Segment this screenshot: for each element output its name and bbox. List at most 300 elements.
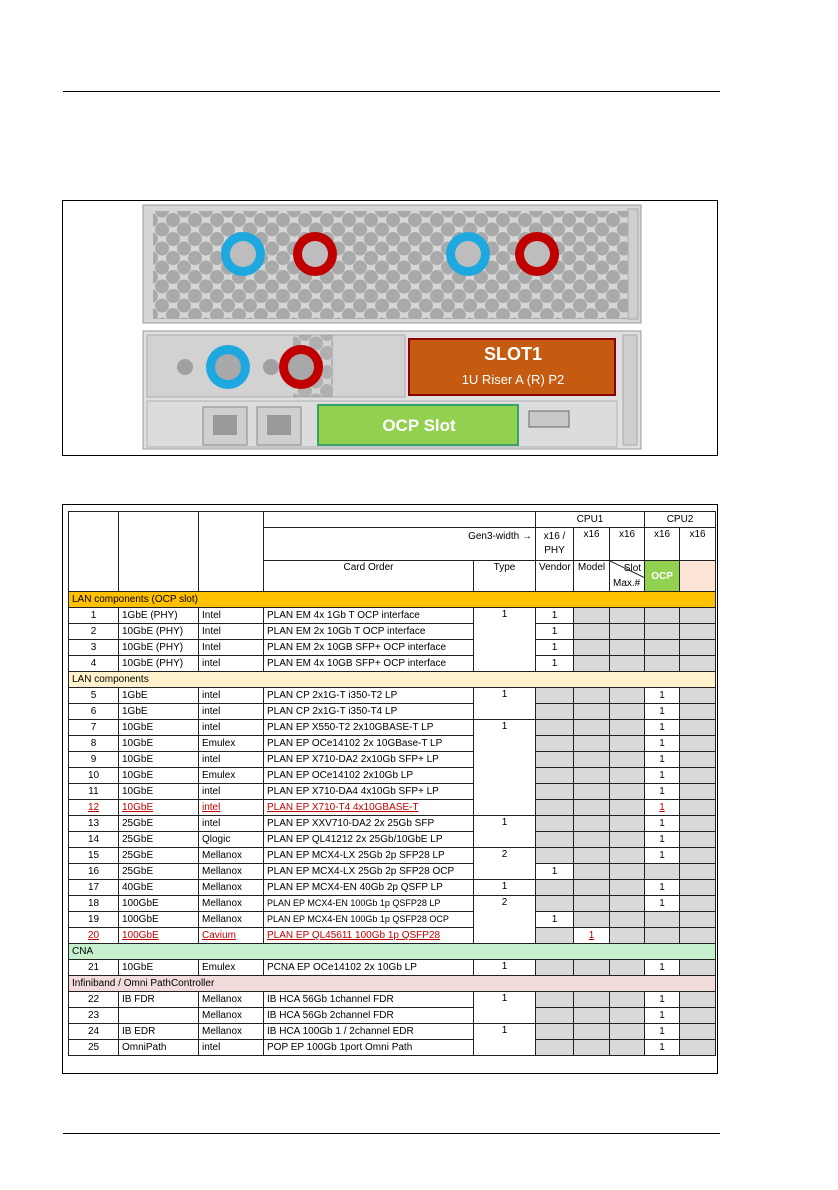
table-row xyxy=(69,848,716,864)
type-cell-text: 40GbE xyxy=(122,882,154,893)
type-cell xyxy=(119,912,199,928)
model-cell xyxy=(264,736,474,752)
type-cell xyxy=(119,736,199,752)
card-order-cell xyxy=(69,816,119,832)
riser-figure xyxy=(62,200,718,456)
slot1-cell-text: 1 xyxy=(659,850,665,861)
model-cell-text: IB HCA 100Gb 1 / 2channel EDR xyxy=(267,1026,414,1037)
card-order-cell-text: 1 xyxy=(90,610,97,621)
model-cell xyxy=(264,752,474,768)
card-order-cell xyxy=(69,880,119,896)
model-cell-text: PCNA EP OCe14102 2x 10Gb LP xyxy=(267,962,417,973)
vendor-cell-text: Mellanox xyxy=(202,1026,243,1037)
max-cell-text: 1 xyxy=(501,721,508,732)
vendor-cell-text: intel xyxy=(202,802,221,813)
table-row xyxy=(69,816,716,832)
vendor-cell xyxy=(199,784,264,800)
ocp-slot-cell xyxy=(536,992,574,1008)
slot1-subtitle: 1U Riser A (R) P2 xyxy=(461,372,565,387)
section-lan: LAN components xyxy=(69,672,716,688)
type-cell-text: 100GbE xyxy=(122,930,159,941)
cpu1-x16-cell xyxy=(610,832,645,848)
model-cell xyxy=(264,656,474,672)
ocp-slot-cell xyxy=(536,848,574,864)
cpu1-x16-cell xyxy=(610,816,645,832)
rows-ib xyxy=(69,992,716,1056)
cpu1-x16-cell xyxy=(574,736,610,752)
vendor-cell-text: Cavium xyxy=(202,930,236,941)
type-cell-text: 10GbE xyxy=(122,786,154,797)
card-order-cell xyxy=(69,1040,119,1056)
table-row xyxy=(69,832,716,848)
slot1-cell xyxy=(645,960,680,976)
type-cell xyxy=(119,864,199,880)
vendor-cell xyxy=(199,1040,264,1056)
vendor-cell xyxy=(199,736,264,752)
cpu2-x16-cell xyxy=(680,992,716,1008)
slot1-cell-text: 1 xyxy=(659,706,665,717)
ocp-slot-cell xyxy=(536,1040,574,1056)
cpu1-x16-cell xyxy=(610,928,645,944)
slot-label: Slot xyxy=(623,563,642,574)
type-cell xyxy=(119,720,199,736)
model-cell-text: PLAN EM 4x 10GB SFP+ OCP interface xyxy=(267,658,447,669)
slot1-cell-text: 1 xyxy=(659,1010,665,1021)
model-cell-text: PLAN EP MCX4-LX 25Gb 2p SFP28 LP xyxy=(267,850,445,861)
type-cell xyxy=(119,784,199,800)
max-cell-text: 1 xyxy=(501,961,508,972)
model-cell-text: PLAN EP XXV710-DA2 2x 25Gb SFP xyxy=(267,818,435,829)
width-x16: x16 xyxy=(610,528,645,561)
type-cell xyxy=(119,992,199,1008)
model-cell xyxy=(264,800,474,816)
cpu2-x16-cell xyxy=(680,1040,716,1056)
cpu2-x16-cell xyxy=(680,832,716,848)
cpu2-header: CPU2 xyxy=(645,512,716,528)
card-order-cell-text: 24 xyxy=(87,1026,100,1037)
model-cell xyxy=(264,864,474,880)
type-cell xyxy=(119,928,199,944)
vendor-cell xyxy=(199,1024,264,1040)
model-cell-text: PLAN EP QL45611 100Gb 1p QSFP28 xyxy=(267,930,441,941)
table-row xyxy=(69,880,716,896)
cpu1-x16-cell xyxy=(574,624,610,640)
slot1-title: SLOT1 xyxy=(483,344,542,364)
model-cell-text: PLAN EM 4x 1Gb T OCP interface xyxy=(267,610,420,621)
model-cell-text: PLAN EM 2x 10GB SFP+ OCP interface xyxy=(267,642,447,653)
type-header: Type xyxy=(474,561,536,592)
vendor-cell-text: Mellanox xyxy=(202,882,243,893)
slot1-cell xyxy=(645,720,680,736)
model-cell-text: PLAN EM 2x 10Gb T OCP interface xyxy=(267,626,426,637)
blue-screw-marker xyxy=(206,345,250,389)
ocp-slot-cell xyxy=(536,1008,574,1024)
max-cell xyxy=(474,896,536,944)
type-cell xyxy=(119,624,199,640)
cpu1-x16-cell xyxy=(574,848,610,864)
vendor-cell xyxy=(199,816,264,832)
model-cell xyxy=(264,768,474,784)
type-cell-text: 10GbE (PHY) xyxy=(122,626,184,637)
vendor-cell-text: Mellanox xyxy=(202,850,243,861)
slot1-cell-text: 1 xyxy=(659,962,665,973)
gen3-width-label: Gen3-width → xyxy=(264,528,536,561)
cpu2-x16-cell xyxy=(680,1008,716,1024)
table-row xyxy=(69,800,716,816)
width-x16: x16 xyxy=(680,528,716,561)
vendor-cell-text: intel xyxy=(202,1042,221,1053)
cpu1-x16-cell xyxy=(574,688,610,704)
card-order-cell-text: 16 xyxy=(87,866,100,877)
max-cell xyxy=(474,1024,536,1056)
cpu1-x16-cell xyxy=(610,688,645,704)
table-row xyxy=(69,896,716,912)
cpu2-x16-cell xyxy=(680,864,716,880)
cpu2-x16-cell xyxy=(680,784,716,800)
slot1-cell-text: 1 xyxy=(659,770,665,781)
vendor-cell-text: Mellanox xyxy=(202,914,243,925)
cpu1-x16-cell xyxy=(610,704,645,720)
vendor-cell-text: intel xyxy=(202,722,221,733)
cpu2-x16-cell xyxy=(680,848,716,864)
card-order-cell xyxy=(69,800,119,816)
table-row xyxy=(69,720,716,736)
table-row xyxy=(69,640,716,656)
card-config-table xyxy=(68,511,716,1056)
ocp-slot-cell-text: 1 xyxy=(551,914,558,925)
vendor-cell xyxy=(199,800,264,816)
vendor-cell-text: Mellanox xyxy=(202,994,243,1005)
cpu1-x16-cell xyxy=(610,992,645,1008)
cpu1-x16-cell xyxy=(610,1008,645,1024)
cpu1-x16-cell xyxy=(574,832,610,848)
cpu1-x16-cell xyxy=(610,896,645,912)
model-cell xyxy=(264,928,474,944)
cpu2-x16-cell xyxy=(680,800,716,816)
ocp-slot-cell xyxy=(536,864,574,880)
ocp-slot-cell-text: 1 xyxy=(551,642,558,653)
card-order-cell-text: 14 xyxy=(87,834,100,845)
max-cell-text: 1 xyxy=(501,993,508,1004)
type-cell xyxy=(119,768,199,784)
width-x16: x16 xyxy=(645,528,680,561)
table-row xyxy=(69,960,716,976)
model-cell xyxy=(264,608,474,624)
model-cell-text: PLAN EP MCX4-EN 40Gb 2p QSFP LP xyxy=(267,882,443,893)
vendor-cell-text: Mellanox xyxy=(202,898,243,909)
card-order-cell xyxy=(69,832,119,848)
cpu1-x16-cell xyxy=(574,640,610,656)
type-cell-text: 10GbE xyxy=(122,770,154,781)
vendor-cell xyxy=(199,848,264,864)
card-order-cell xyxy=(69,960,119,976)
slot1-cell xyxy=(645,800,680,816)
vendor-cell-text: Mellanox xyxy=(202,1010,243,1021)
type-cell-text: IB FDR xyxy=(122,994,155,1005)
ocp-slot-cell-text: 1 xyxy=(551,658,558,669)
card-order-cell xyxy=(69,720,119,736)
vendor-cell-text: Intel xyxy=(202,642,221,653)
vendor-cell-text: intel xyxy=(202,706,221,717)
vendor-cell xyxy=(199,608,264,624)
card-order-cell xyxy=(69,768,119,784)
type-cell xyxy=(119,752,199,768)
type-cell xyxy=(119,880,199,896)
ocp-slot-cell xyxy=(536,624,574,640)
table-row xyxy=(69,608,716,624)
cpu2-x16-cell xyxy=(680,752,716,768)
cpu1-x16-cell xyxy=(574,896,610,912)
type-cell-text: 1GbE xyxy=(122,690,148,701)
model-cell xyxy=(264,880,474,896)
vendor-cell-text: Qlogic xyxy=(202,834,231,845)
card-order-cell xyxy=(69,1008,119,1024)
card-order-cell-text: 17 xyxy=(87,882,100,893)
card-order-cell-text: 4 xyxy=(90,658,97,669)
type-cell xyxy=(119,960,199,976)
cpu1-x16-cell xyxy=(610,864,645,880)
card-order-cell-text: 11 xyxy=(88,786,99,797)
slot1-cell xyxy=(645,864,680,880)
max-cell-text: 2 xyxy=(501,849,508,860)
cpu2-x16-cell xyxy=(680,688,716,704)
blue-screw-marker xyxy=(446,232,490,276)
ocp-slot-cell xyxy=(536,608,574,624)
ocp-slot-cell xyxy=(536,816,574,832)
ocp-slot-cell xyxy=(536,656,574,672)
red-screw-marker xyxy=(293,232,337,276)
vendor-cell xyxy=(199,912,264,928)
card-order-cell-text: 7 xyxy=(90,722,97,733)
model-cell-text: PLAN EP X710-DA2 2x10Gb SFP+ LP xyxy=(267,754,439,765)
type-cell-text: 10GbE (PHY) xyxy=(122,658,184,669)
ocp-slot-cell xyxy=(536,720,574,736)
cpu1-x16-cell xyxy=(574,928,610,944)
type-cell-text: 25GbE xyxy=(122,818,154,829)
type-cell xyxy=(119,896,199,912)
card-order-cell xyxy=(69,736,119,752)
cpu1-x16-cell xyxy=(574,784,610,800)
slot1-cell xyxy=(645,1008,680,1024)
table-row xyxy=(69,784,716,800)
cpu1-x16-cell xyxy=(610,1040,645,1056)
width-ocp: x16 / PHY xyxy=(536,528,574,561)
type-cell-text: 100GbE xyxy=(122,914,159,925)
vendor-cell xyxy=(199,624,264,640)
card-order-cell xyxy=(69,640,119,656)
rows-lan-ocp xyxy=(69,608,716,672)
model-cell xyxy=(264,784,474,800)
slot1-cell xyxy=(645,912,680,928)
slot1-cell xyxy=(645,848,680,864)
type-cell-text: 1GbE xyxy=(122,706,148,717)
vendor-cell-text: Emulex xyxy=(202,962,236,973)
cpu1-x16-cell xyxy=(610,912,645,928)
vendor-cell xyxy=(199,832,264,848)
cpu1-x16-cell xyxy=(574,800,610,816)
cpu2-x16-cell xyxy=(680,608,716,624)
card-order-cell-text: 23 xyxy=(87,1010,100,1021)
ocp-slot-cell xyxy=(536,736,574,752)
slot1-cell-text: 1 xyxy=(659,1042,665,1053)
card-order-cell-text: 12 xyxy=(87,802,100,813)
vendor-cell-text: Emulex xyxy=(202,738,236,749)
table-row xyxy=(69,736,716,752)
max-cell xyxy=(474,608,536,672)
card-order-cell xyxy=(69,912,119,928)
card-config-table-box xyxy=(62,504,718,1074)
slot1-cell xyxy=(645,656,680,672)
cpu1-x16-cell xyxy=(610,1024,645,1040)
ocp-slot-cell xyxy=(536,928,574,944)
slot1-cell xyxy=(645,624,680,640)
ocp-slot-cell xyxy=(536,704,574,720)
ocp-badge: OCP xyxy=(645,561,680,592)
max-cell-text: 1 xyxy=(501,817,508,828)
max-cell-text: 2 xyxy=(501,897,508,908)
cpu1-x16-cell xyxy=(610,784,645,800)
model-cell xyxy=(264,1008,474,1024)
card-order-cell-text: 2 xyxy=(90,626,97,637)
vendor-cell xyxy=(199,768,264,784)
slot1-cell xyxy=(645,768,680,784)
cpu2-x16-cell xyxy=(680,736,716,752)
cpu1-x16-cell xyxy=(610,608,645,624)
slot1-cell xyxy=(645,688,680,704)
cpu1-x16-cell xyxy=(574,880,610,896)
ocp-slot-cell xyxy=(536,880,574,896)
slot1-cell-text: 1 xyxy=(659,738,665,749)
model-cell-text: IB HCA 56Gb 1channel FDR xyxy=(267,994,394,1005)
ocp-slot-cell xyxy=(536,784,574,800)
rows-cna xyxy=(69,960,716,976)
ocp-slot-cell-text: 1 xyxy=(551,610,558,621)
model-cell-text: PLAN EP X710-T4 4x10GBASE-T xyxy=(267,802,419,813)
type-cell-text: 10GbE xyxy=(122,722,154,733)
type-cell xyxy=(119,640,199,656)
slot1-cell xyxy=(645,608,680,624)
vendor-cell-text: Intel xyxy=(202,626,221,637)
ocp-slot-cell xyxy=(536,896,574,912)
ocp-slot-cell xyxy=(536,752,574,768)
card-order-cell xyxy=(69,1024,119,1040)
model-cell-text: IB HCA 56Gb 2channel FDR xyxy=(267,1010,394,1021)
slot1-cell xyxy=(645,704,680,720)
type-cell-text: 25GbE xyxy=(122,834,154,845)
slot1-cell-text: 1 xyxy=(659,834,665,845)
cpu1-x16-cell xyxy=(574,656,610,672)
vendor-cell xyxy=(199,720,264,736)
cpu2-x16-cell xyxy=(680,656,716,672)
slot1-cell xyxy=(645,880,680,896)
max-cell xyxy=(474,720,536,816)
vendor-cell xyxy=(199,880,264,896)
model-cell xyxy=(264,896,474,912)
model-cell-text: POP EP 100Gb 1port Omni Path xyxy=(267,1042,413,1053)
table-row xyxy=(69,752,716,768)
card-order-cell xyxy=(69,896,119,912)
type-cell-text: 25GbE xyxy=(122,850,154,861)
cpu1-x16-cell xyxy=(610,624,645,640)
vendor-cell xyxy=(199,656,264,672)
model-cell xyxy=(264,960,474,976)
cpu1-x16-cell xyxy=(610,768,645,784)
card-order-cell-text: 20 xyxy=(87,930,100,941)
cpu2-x16-cell xyxy=(680,912,716,928)
vendor-cell xyxy=(199,704,264,720)
max-cell xyxy=(474,688,536,720)
vendor-cell-text: intel xyxy=(202,754,221,765)
cpu2-x16-cell xyxy=(680,640,716,656)
cpu1-x16-cell xyxy=(574,1008,610,1024)
ocp-slot-cell xyxy=(536,912,574,928)
model-cell-text: PLAN EP MCX4-EN 100Gb 1p QSFP28 OCP xyxy=(267,914,449,924)
card-order-cell xyxy=(69,928,119,944)
slot1-cell xyxy=(645,832,680,848)
header-rule xyxy=(63,91,720,92)
slot1-cell-text: 1 xyxy=(659,786,665,797)
cpu2-x16-cell xyxy=(680,896,716,912)
vendor-cell xyxy=(199,864,264,880)
type-cell-text: 10GbE xyxy=(122,754,154,765)
red-screw-marker xyxy=(279,345,323,389)
type-cell xyxy=(119,848,199,864)
model-cell-text: PLAN CP 2x1G-T i350-T4 LP xyxy=(267,706,398,717)
vendor-cell xyxy=(199,960,264,976)
ocp-slot-cell xyxy=(536,688,574,704)
vendor-cell-text: intel xyxy=(202,658,221,669)
card-order-cell-text: 13 xyxy=(87,818,100,829)
table-row xyxy=(69,656,716,672)
slot1-cell xyxy=(645,1024,680,1040)
cpu1-x16-cell xyxy=(574,720,610,736)
slot1-cell xyxy=(645,1040,680,1056)
card-order-cell xyxy=(69,752,119,768)
card-order-cell-text: 3 xyxy=(90,642,97,653)
slot1-cell-text: 1 xyxy=(659,898,665,909)
slot1-cell xyxy=(645,736,680,752)
max-cell-text: 1 xyxy=(501,1025,508,1036)
max-cell xyxy=(474,960,536,976)
card-order-cell xyxy=(69,784,119,800)
slot1-cell-text: 1 xyxy=(659,818,665,829)
type-cell xyxy=(119,1008,199,1024)
vendor-cell-text: Mellanox xyxy=(202,866,243,877)
section-ib: Infiniband / Omni PathController xyxy=(69,976,716,992)
ocp-slot-cell xyxy=(536,832,574,848)
cpu2-x16-cell xyxy=(680,768,716,784)
card-order-cell-text: 19 xyxy=(87,914,100,925)
card-order-cell xyxy=(69,624,119,640)
model-cell-text: PLAN EP MCX4-LX 25Gb 2p SFP28 OCP xyxy=(267,866,455,877)
rows-lan xyxy=(69,688,716,944)
cpu1-header: CPU1 xyxy=(536,512,645,528)
section-cna: CNA xyxy=(69,944,716,960)
model-cell xyxy=(264,1040,474,1056)
table-row xyxy=(69,624,716,640)
type-cell-text: OmniPath xyxy=(122,1042,167,1053)
vendor-cell-text: intel xyxy=(202,690,221,701)
cpu2-x16-cell xyxy=(680,624,716,640)
cpu1-x16-cell xyxy=(574,768,610,784)
cpu2-x16-cell xyxy=(680,880,716,896)
card-order-cell-text: 25 xyxy=(87,1042,100,1053)
slot1-cell xyxy=(645,752,680,768)
width-x16: x16 xyxy=(574,528,610,561)
cpu1-x16-cell xyxy=(610,720,645,736)
ocp-slot-cell-text: 1 xyxy=(551,866,558,877)
cpu1-x16-cell xyxy=(574,704,610,720)
